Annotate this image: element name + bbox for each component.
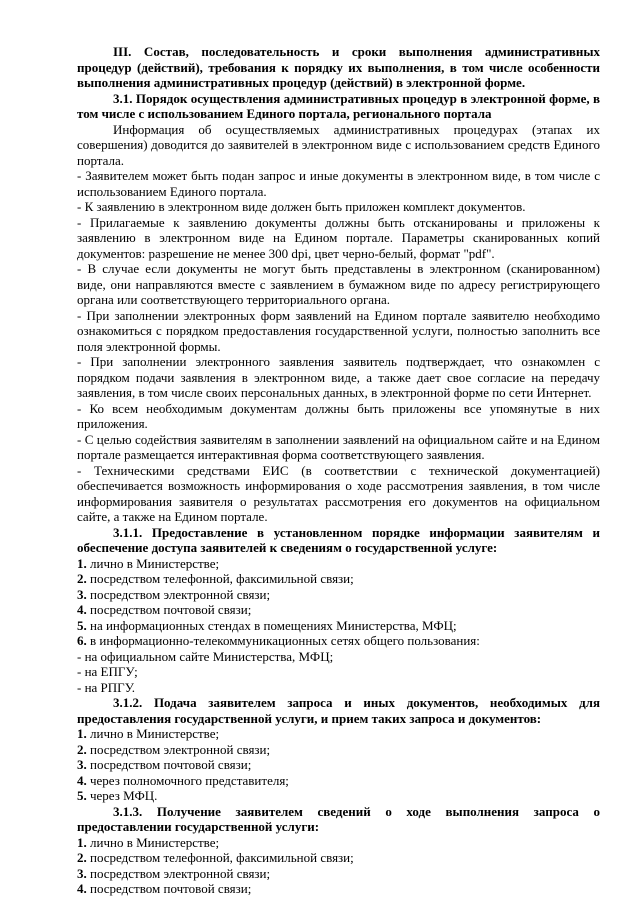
list-number: 1. [77, 555, 87, 571]
paragraph: - При заполнении электронных форм заявлений на Едином портале заявителю необходимо ознакомиться с порядком предоставления государственной услуги, полностью заполнить все поля электронной формы. [77, 307, 600, 354]
list-number: 4. [77, 772, 87, 788]
subsection-3-1-2-heading: 3.1.2. Подача заявителем запроса и иных документов, необходимых для предоставления государственной услуги, и прием таких запроса и документов: [77, 695, 600, 726]
list-item [77, 726, 600, 742]
list-item [77, 881, 600, 897]
paragraph: - Техническими средствами ЕИС (в соответствии с технической документацией) обеспечивается возможность информирования о ходе рассмотрения заявления, в том числе информирования заявителя о результатах рассмотрения его документов на официальном сайте, а также на Едином портале. [77, 462, 600, 524]
list-item [77, 788, 600, 804]
list-text: посредством почтовой связи; [86, 881, 252, 896]
sub-list-item: - на РПГУ. [77, 679, 136, 695]
list-text: посредством телефонной, факсимильной связи; [86, 571, 354, 586]
list-number: 1. [77, 834, 87, 850]
list-text: лично в Министерстве; [86, 834, 220, 850]
list-number: 4. [77, 881, 87, 896]
list-item [77, 850, 600, 866]
paragraph: - В случае если документы не могут быть представлены в электронном (сканированном) виде, они направляются вместе с заявлением в бумажном виде по адресу регистрирующего органа или соответствующего территориального органа. [77, 261, 600, 307]
list-text: посредством электронной связи; [86, 586, 271, 602]
list-number: 2. [77, 850, 87, 865]
list-text: посредством телефонной, факсимильной связи; [86, 850, 354, 865]
subsection-3-1-1-heading: 3.1.1. Предоставление в установленном порядке информации заявителям и обеспечение доступа заявителей к сведениям о государственной услуге: [77, 524, 600, 555]
list-text: на информационных стендах в помещениях Министерства, МФЦ; [86, 617, 457, 633]
list-item [77, 571, 600, 587]
list-item [77, 587, 600, 603]
paragraph: - К заявлению в электронном виде должен быть приложен комплект документов. [77, 199, 526, 214]
list-number: 2. [77, 571, 87, 586]
subsection-3-1-intro: Информация об осуществляемых административных процедурах (этапах их совершения) доводится до заявителей в электронном виде с использованием средств Единого портала. [77, 121, 600, 168]
paragraph: - Прилагаемые к заявлению документы должны быть отсканированы и приложены к заявлению в электронном виде на Едином портале. Параметры сканированных копий документов: разрешение не менее 300 dpi, цвет черно-белый, формат "pdf". [77, 214, 600, 261]
paragraph: - При заполнении электронного заявления заявитель подтверждает, что ознакомлен с порядком подачи заявления в электронном виде, а также дает свое согласие на передачу заявления, в том числе своих персональных данных, в электронной форме по сети Интернет. [77, 354, 600, 400]
list-text: в информационно-телекоммуникационных сетях общего пользования: [86, 633, 480, 648]
list-text: посредством почтовой связи; [86, 602, 252, 617]
sub-list-item: - на официальном сайте Министерства, МФЦ; [77, 648, 334, 664]
list-number: 5. [77, 617, 87, 633]
list-number: 2. [77, 741, 87, 757]
list-number: 1. [77, 726, 87, 741]
paragraph: - С целью содействия заявителям в заполнении заявлений на официальном сайте и на Едином портале размещается интерактивная форма соответствующего заявления. [77, 431, 600, 462]
list-number: 5. [77, 788, 87, 803]
section-heading: III. Состав, последовательность и сроки выполнения административных процедур (действий), требования к порядку их выполнения, в том числе особенности выполнения административных процедур (действий) в электронной форме. [77, 44, 600, 90]
list-item [77, 742, 600, 758]
list-text: посредством почтовой связи; [86, 757, 252, 772]
list-item [77, 556, 600, 572]
list-number: 3. [77, 865, 87, 881]
list-item [77, 618, 600, 634]
list-item [77, 633, 600, 649]
list-number: 3. [77, 757, 87, 772]
list-text: лично в Министерстве; [86, 726, 220, 741]
list-text: через МФЦ. [86, 788, 158, 803]
list-text: лично в Министерстве; [86, 555, 220, 571]
list-item [77, 835, 600, 851]
list-item [77, 866, 600, 882]
sub-list-item: - на ЕПГУ; [77, 664, 138, 679]
list-text: через полномочного представителя; [86, 772, 289, 788]
list-text: посредством электронной связи; [86, 741, 271, 757]
list-item [77, 602, 600, 618]
paragraph: - Заявителем может быть подан запрос и иные документы в электронном виде, в том числе с использованием Единого портала. [77, 168, 600, 199]
list-number: 3. [77, 586, 87, 602]
subsection-3-1-3-heading: 3.1.3. Получение заявителем сведений о ходе выполнения запроса о предоставлении государственной услуги: [77, 803, 600, 834]
list-item [77, 757, 600, 773]
paragraph: - Ко всем необходимым документам должны быть приложены все упомянутые в них приложения. [77, 400, 600, 431]
subsection-3-1-heading: 3.1. Порядок осуществления административных процедур в электронной форме, в том числе с использованием Единого портала, регионального портала [77, 90, 600, 121]
list-text: посредством электронной связи; [86, 865, 271, 881]
list-number: 6. [77, 633, 87, 648]
list-number: 4. [77, 602, 87, 617]
list-item [77, 773, 600, 789]
